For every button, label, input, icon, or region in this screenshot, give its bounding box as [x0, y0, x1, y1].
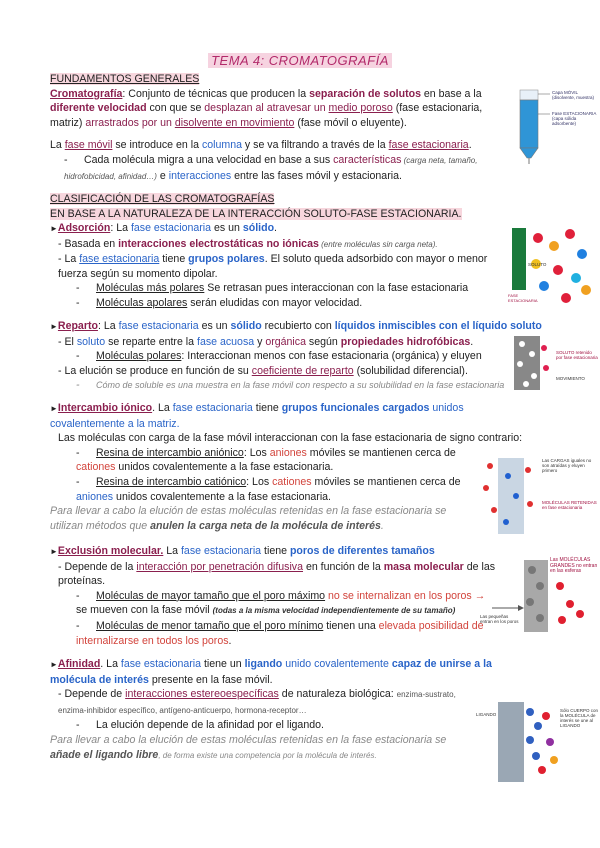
page-title: TEMA 4: CROMATOGRAFÍA [0, 54, 600, 69]
exclusion-figure: Las MOLÉCULAS GRANDES no entran en las esferas Las pequeñas entran en los poros [480, 556, 598, 636]
exclusion-block: ►Exclusión molecular. La fase estacionaria tiene poros de diferentes tamaños - Depende de la interacción por penetración difusiva en función de la masa molecular de las proteínas. - Moléculas de mayor tamaño que el poro máximo no se internalizan en los poros → se mueven con la fase móvil (todas a la misma velocidad independientemente de su tamaño) - Moléculas de menor tamaño que el poro mínimo tienen una elevada posibilidad de internalizarse en todos los poros. [50, 545, 496, 647]
reparto-figure: SOLUTO retenido por fase estacionaria MOVIMIENTO [512, 334, 598, 392]
triangle-bullet-icon: ► [50, 224, 58, 233]
afinidad-figure: LIGANDO Sólo CUERPO con la MOLÉCULA de interés se une al LIGANDO [476, 696, 598, 786]
reparto-block: ►Reparto: La fase estacionaria es un sólido recubierto con líquidos inmiscibles con el líquido soluto - El soluto se reparte entre la fase acuosa y orgánica según propiedades hidrofóbicas. - Moléculas polares: Interaccionan menos con fase estacionaria (orgánica) y eluyen - La elución se produce en función de su coeficiente de reparto (solubilidad diferencial). - Cómo de soluble es una muestra en la fase móvil con respecto a su solubilidad en la fase estacionaria [50, 320, 542, 392]
partition-diagram-icon [512, 334, 598, 392]
column-figure: Capa MÓVIL (disolvente, muestra) Fase ESTACIONARIA (capa sólida adsorbente) [510, 84, 598, 166]
intercambio-figure: Las CARGAS iguales no son atraídas y eluyen primero MOLÉCULAS RETENIDAS en fase estacionaria [478, 452, 598, 538]
section-clasificacion: CLASIFICACIÓN DE LAS CROMATOGRAFÍAS EN BASE A LA NATURALEZA DE LA INTERACCIÓN SOLUTO-FASE ESTACIONARIA. [50, 193, 462, 220]
adsorcion-block: ►Adsorción: La fase estacionaria es un sólido. - Basada en interacciones electrostáticas no iónicas (entre moléculas sin carga neta). - La fase estacionaria tiene grupos polares. El soluto queda adsorbido con mayor o menor fuerza según su momento dipolar. - Moléculas más polares Se retrasan pues interaccionan con la fase estacionaria - Moléculas apolares serán eludidas con mayor velocidad. [50, 222, 488, 309]
adsorcion-figure: SOLUTO FASE ESTACIONARIA [508, 224, 596, 308]
afinidad-block: ►Afinidad. La fase estacionaria tiene un ligando unido covalentemente capaz de unirse a la molécula de interés presente en la fase móvil. - Depende de interacciones estereoespecíficas de naturaleza biológica: enzima-sustrato, enzima-inhibidor específico, antígeno-anticuerpo, hormona-receptor… - La elución depende de la afinidad por el ligando. Para llevar a cabo la elución de estas moléculas retenidas en la fase estacionaria se añade el ligando libre, de forma existe una competencia por la molécula de interés. [50, 658, 492, 761]
intercambio-block: ►Intercambio iónico. La fase estacionaria tiene grupos funcionales cargados unidos covalentemente a la matriz. Las moléculas con carga de la fase móvil interaccionan con la fase estacionaria de signo contrario: - Resina de intercambio aniónico: Los aniones móviles se mantienen cerca de cationes unidos covalentemente a la fase estacionaria. - Resina de intercambio catiónico: Los cationes móviles se mantienen cerca de aniones unidos covalentemente a la fase estacionaria. Para llevar a cabo la elución de estas moléculas retenidas en la fase estacionaria se utilizan métodos que anulen la carga neta de la molécula de interés. [50, 402, 523, 532]
section-fundamentos: FUNDAMENTOS GENERALES Cromatografía: Conjunto de técnicas que producen la separación de solutos en base a la diferente velocidad con que se desplazan al atravesar un medio poroso (fase estacionaria, matriz) arrastrados por un disolvente en movimiento (fase móvil o eluyente). La fase móvil se introduce en la columna y se va filtrando a través de la fase estacionaria. - Cada molécula migra a una velocidad en base a sus características (carga neta, tamaño, hidrofobicidad, afinidad…) e interacciones entre las fases móvil y estacionaria. [50, 73, 483, 182]
section-heading: FUNDAMENTOS GENERALES [50, 73, 200, 85]
